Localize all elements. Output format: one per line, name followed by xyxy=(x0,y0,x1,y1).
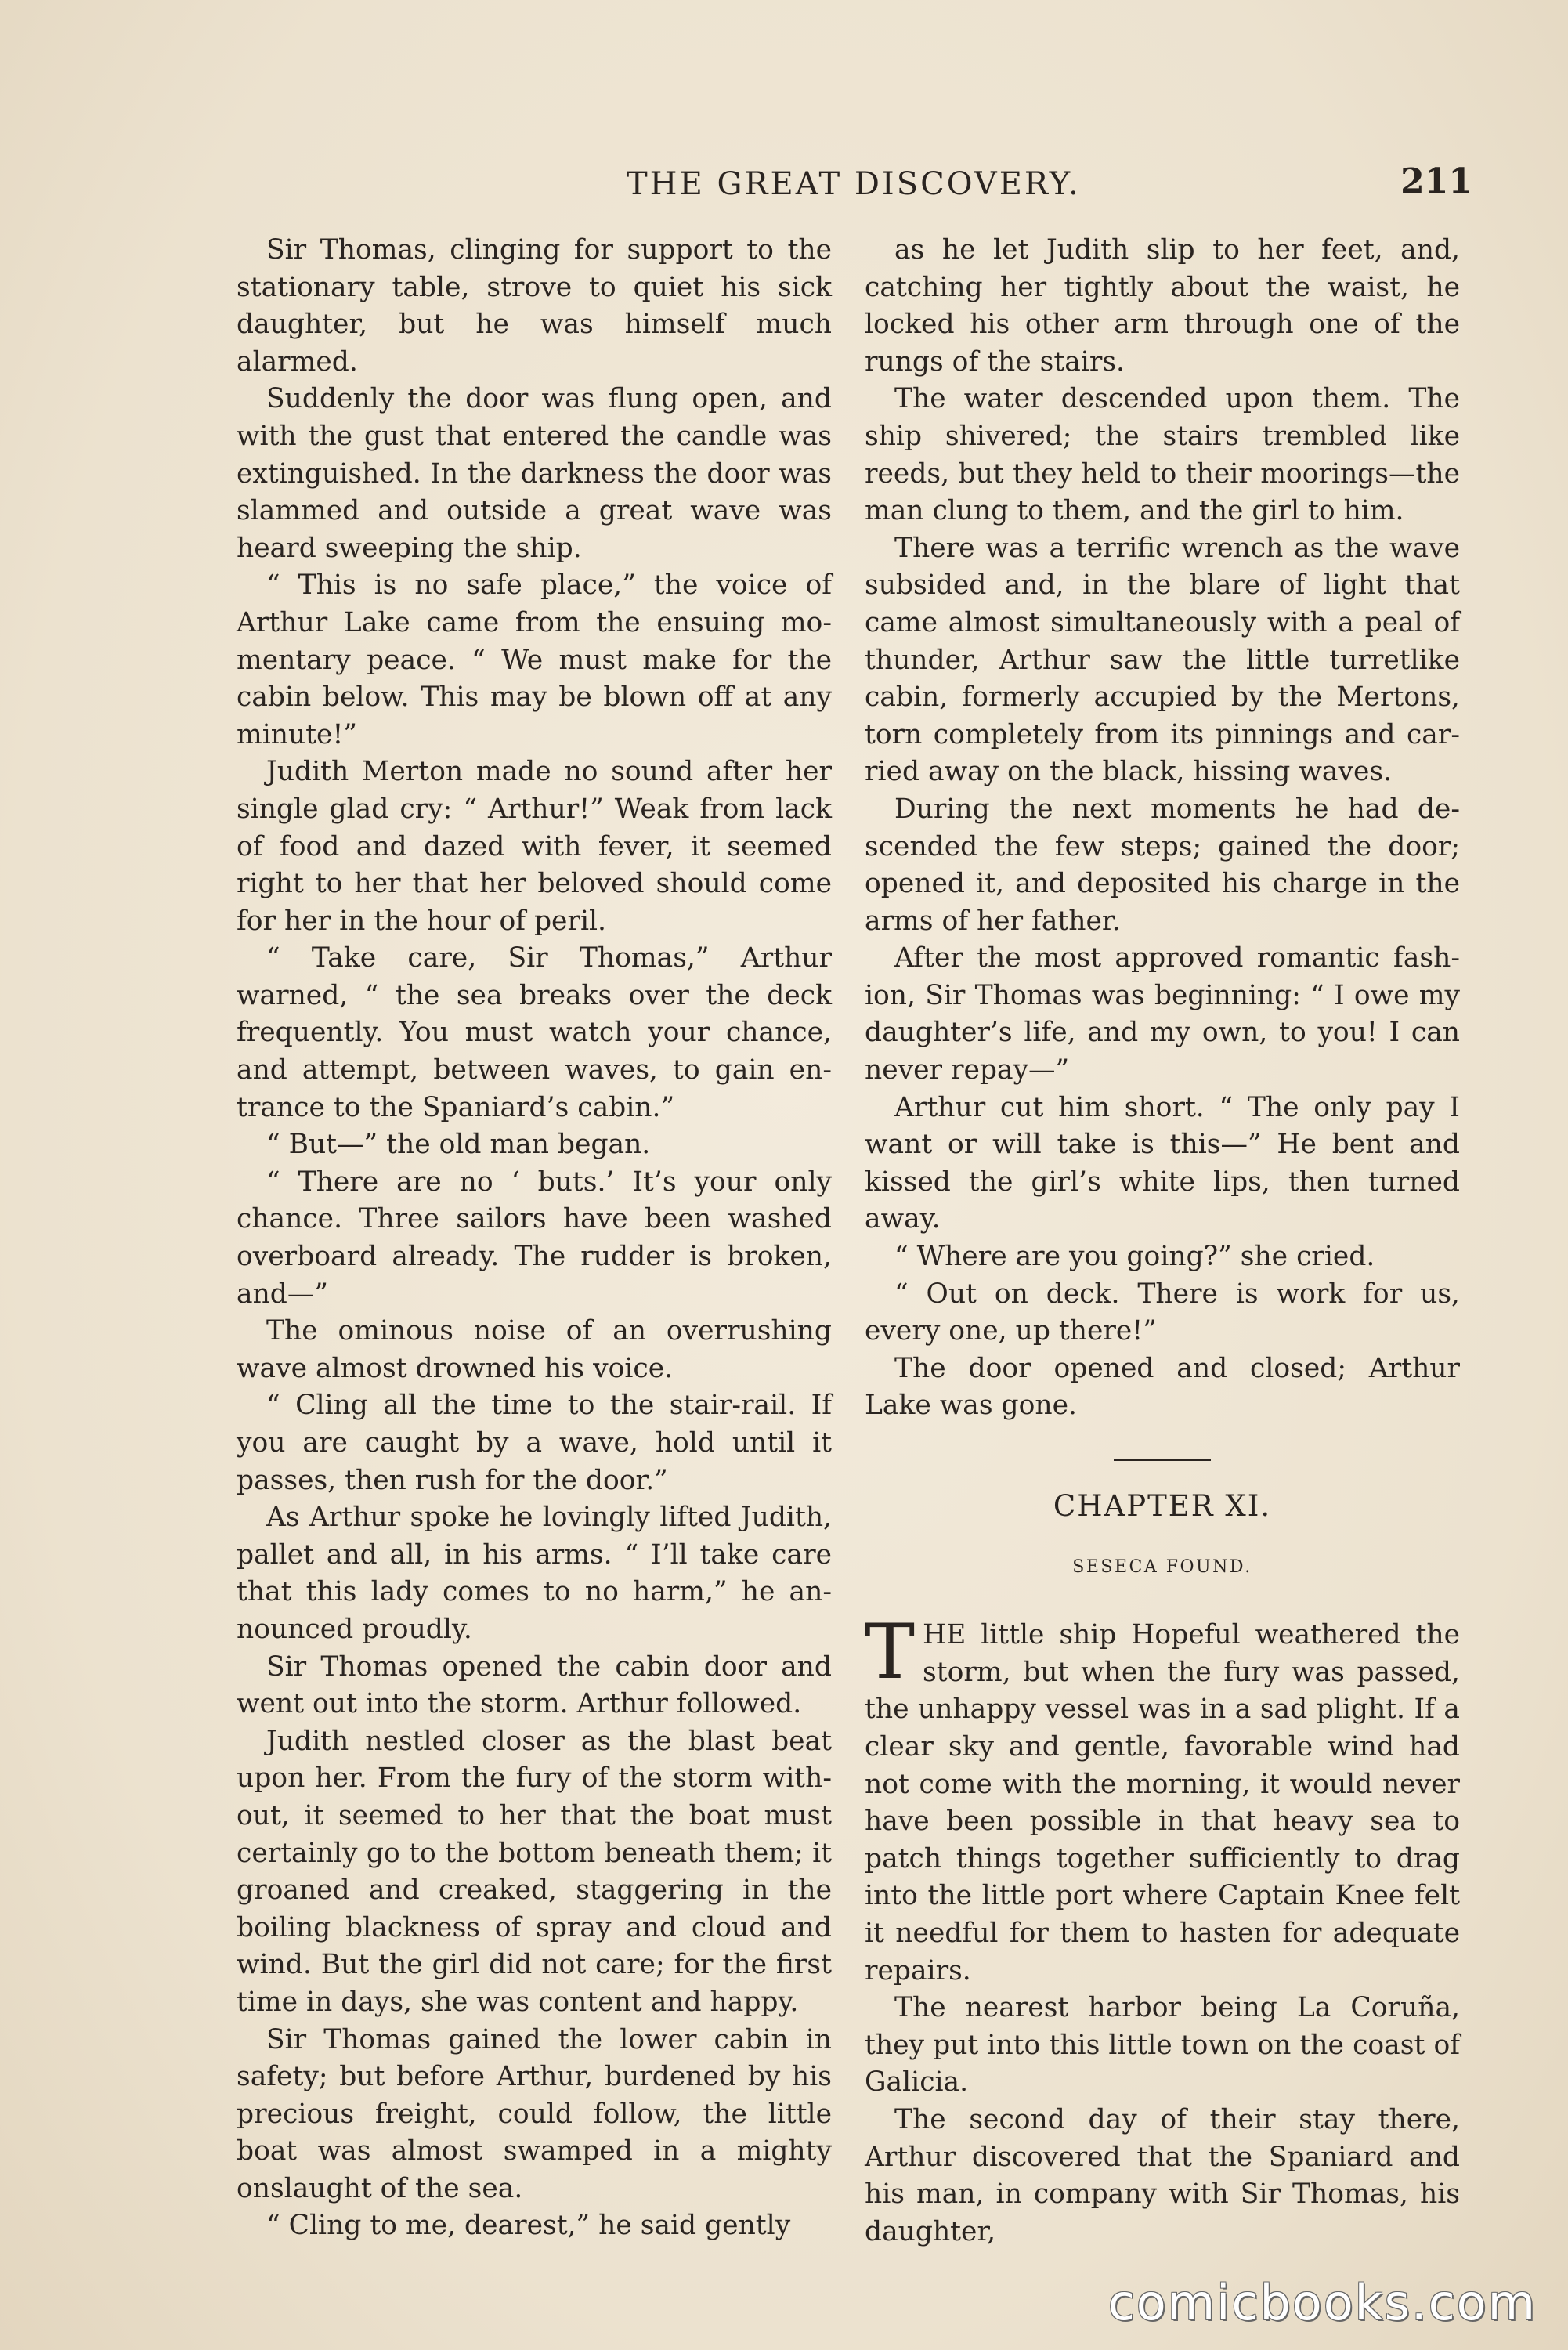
paragraph: Arthur cut him short. “ The only pay I want or will take is this—” He bent and kissed the girl’s white lips, then turned away. xyxy=(865,1091,1460,1235)
paragraph: Judith Merton made no sound after her single glad cry: “ Arthur!” Weak from lack of food and dazed with fever, it seemed right to her that her beloved should come for her in the hour of peril. xyxy=(237,756,832,937)
paragraph: The door opened and closed; Arthur Lake was gone. xyxy=(865,1352,1460,1422)
chapter-title: CHAPTER XI. xyxy=(1053,1489,1272,1523)
paragraph: There was a terrific wrench as the wave subsided and, in the blare of light that came almost simultaneously with a peal of thunder, Arthur saw the little turretlike cabin, formerly accupied by the Mertons, torn completely from its pinnings and carried away on the black, hissing waves. xyxy=(865,532,1460,788)
paragraph: After the most approved romantic fashion, Sir Thomas was beginning: “ I owe my daughter’s life, and my own, to you! I can never repay—” xyxy=(865,942,1460,1086)
paragraph: “ Where are you going?” she cried. xyxy=(894,1241,1375,1273)
chapter-subtitle: SESECA FOUND. xyxy=(1072,1556,1252,1577)
paragraph: Judith nestled closer as the blast beat upon her. From the fury of the storm without, it seemed to her that the boat must certainly go to the bottom beneath them; it groaned and creaked, staggering in the boiling blackness of spray and cloud and wind. But the girl did not care; for the first time in days, she was content and happy. xyxy=(237,1725,832,2018)
left-column xyxy=(237,232,832,2245)
paragraph: “ Cling all the time to the stair-rail. If you are caught by a wave, hold until it passes, then rush for the door.” xyxy=(237,1390,832,1496)
chapter-first-paragraph xyxy=(865,1608,1460,1990)
paragraph: as he let Judith slip to her feet, and, catching her tightly about the waist, he locked his other arm through one of the rungs of the stairs. xyxy=(865,234,1460,378)
watermark: comicbooks.com xyxy=(1107,2274,1537,2331)
page-header xyxy=(235,157,1472,212)
chapter-first-paragraph-text: HE little ship Hopeful weathered the storm, but when the fury was passed, the unhappy vessel was in a sad plight. If a clear sky and gentle, favorable wind had not come with the morning, it would never have been possible in that heavy sea to patch things together sufficiently to drag into the little port where Captain Knee felt it needful for them to hasten for adequate repairs. xyxy=(865,1619,1460,1987)
page-number: 211 xyxy=(1400,161,1472,201)
paragraph: The water descended upon them. The ship shivered; the stairs trembled like reeds, but they held to their moorings—the man clung to them, and the girl to him. xyxy=(865,383,1460,527)
paragraph: “ Out on deck. There is work for us, every one, up there!” xyxy=(865,1278,1460,1347)
paragraph: The nearest harbor being La Coruña, they put into this little town on the coast of Galicia. xyxy=(865,1992,1460,2099)
paragraph: “ But—” the old man began. xyxy=(266,1129,651,1161)
drop-cap: T xyxy=(865,1608,916,1697)
paragraph: During the next moments he had descended the few steps; gained the door; opened it, and deposited his charge in the arms of her father. xyxy=(865,793,1460,937)
paragraph: “ This is no safe place,” the voice of Arthur Lake came from the ensuing momentary peace. “ We must make for the cabin below. This may be blown off at any minute!” xyxy=(237,569,832,750)
section-divider xyxy=(1114,1459,1211,1461)
paragraph: Sir Thomas, clinging for support to the stationary table, strove to quiet his sick daughter, but he was himself much alarmed. xyxy=(237,234,832,378)
paragraph: As Arthur spoke he lovingly lifted Judith, pallet and all, in his arms. “ I’ll take care that this lady comes to no harm,” he announced proudly. xyxy=(237,1502,832,1645)
paragraph: Sir Thomas gained the lower cabin in safety; but before Arthur, burdened by his precious freight, could follow, the little boat was almost swamped in a mighty onslaught of the sea. xyxy=(237,2023,832,2204)
paragraph: “ There are no ‘ buts.’ It’s your only chance. Three sailors have been washed overboard already. The rudder is broken, and—” xyxy=(237,1166,832,1310)
paragraph: The second day of their stay there, Arthur discovered that the Spaniard and his man, in company with Sir Thomas, his daughter, xyxy=(865,2103,1460,2247)
paragraph: The ominous noise of an overrushing wave almost drowned his voice. xyxy=(237,1315,832,1384)
paragraph: Suddenly the door was flung open, and with the gust that entered the candle was extinguished. In the darkness the door was slammed and outside a great wave was heard sweeping the ship. xyxy=(237,383,832,564)
paragraph: Sir Thomas opened the cabin door and went out into the storm. Arthur followed. xyxy=(237,1650,832,1720)
paragraph: “ Take care, Sir Thomas,” Arthur warned, “ the sea breaks over the deck frequently. You must watch your chance, and attempt, between waves, to gain entrance to the Spaniard’s cabin.” xyxy=(237,942,832,1123)
right-column xyxy=(865,232,1460,2251)
running-title: THE GREAT DISCOVERY. xyxy=(627,166,1081,202)
paragraph: “ Cling to me, dearest,” he said gently xyxy=(266,2210,791,2242)
